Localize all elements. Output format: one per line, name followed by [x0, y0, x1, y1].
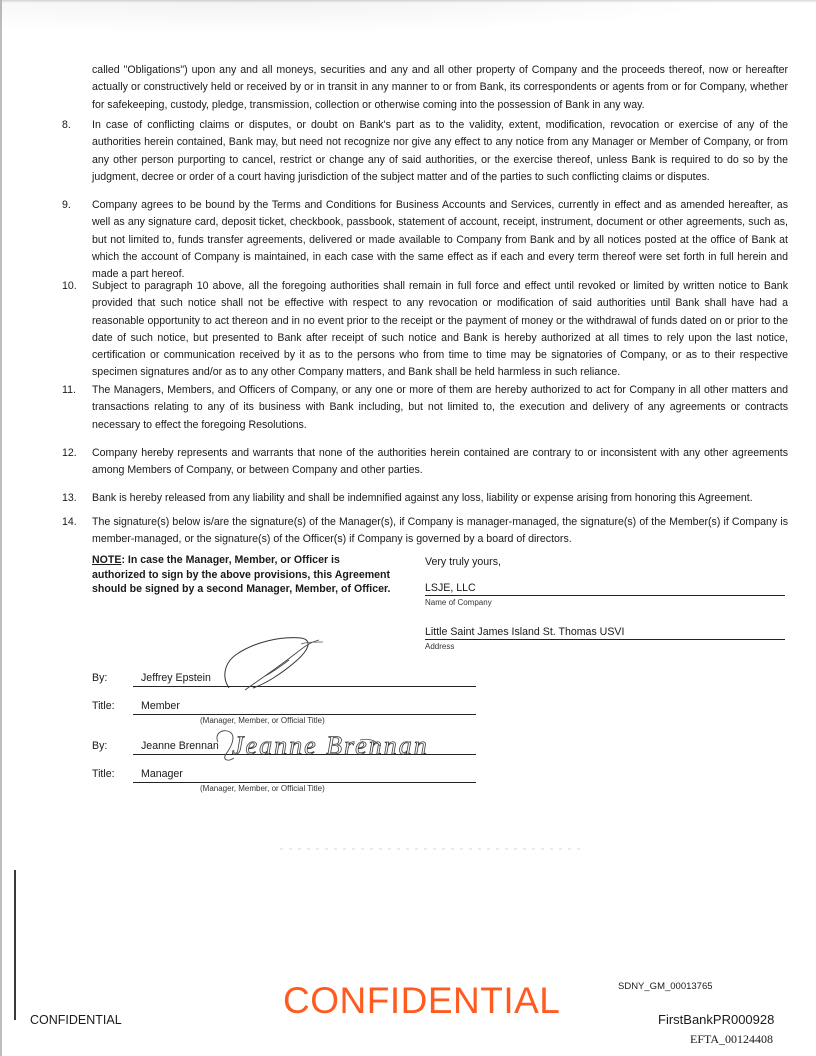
title-line: [133, 700, 476, 715]
clause-11: [62, 382, 788, 434]
clause-text: The Managers, Members, and Officers of Company, or any one or more of them are hereby authorized to act for Company in all other matters and transactions relating to any of its business with Bank including, but not limited to, the execution and delivery of any agreements or contracts necessary to effect the foregoing Resolutions.: [92, 384, 788, 431]
clause-number: 12.: [62, 447, 77, 459]
signer-name: Jeffrey Epstein: [141, 672, 211, 684]
closing-salutation: Very truly yours,: [425, 556, 501, 568]
clause-number: 13.: [62, 492, 77, 504]
clause-text: Company agrees to be bound by the Terms and Conditions for Business Accounts and Services, currently in effect and as amended hereafter, as well as any signature card, deposit ticket, checkbook, passbook, statement of account, receipt, instrument, document or other agreements, such as, but not limited to, funds transfer agreements, delivered or made available to Company from Bank and by all notices posted at the office of Bank at which the account of Company is maintained, in each case with the same effect as if each and every term thereof were set forth in full herein and made a part hereof.: [92, 199, 788, 281]
confidential-stamp: CONFIDENTIAL: [30, 1013, 122, 1027]
title-caption: (Manager, Member, or Official Title): [200, 716, 325, 725]
clause-text: Company hereby represents and warrants that none of the authorities herein contained are contrary to or inconsistent with any other agreements among Members of Company, or between Company and other parties.: [92, 447, 788, 477]
clause-text: Bank is hereby released from any liability and shall be indemnified against any loss, liability or expense arising from honoring this Agreement.: [92, 492, 753, 504]
signer-title: Manager: [141, 768, 183, 780]
confidential-watermark: CONFIDENTIAL: [283, 980, 561, 1021]
clause-number: 11.: [62, 384, 76, 396]
note-text: : In case the Manager, Member, or Officer is authorized to sign by the above provisions, this Agreement should be signed by a second Manager, Member, of Officer.: [92, 554, 391, 595]
scan-smudge: [0, 0, 816, 40]
clause-14: [62, 514, 788, 549]
clause-number: 9.: [62, 199, 71, 211]
company-name-field: LSJE, LLC: [425, 582, 785, 596]
by-label: By:: [92, 672, 108, 684]
clause-text: In case of conflicting claims or disputes, or doubt on Bank's part as to the validity, extent, modification, revocation or exercise of any of the authorities herein contained, Bank may, but need not recognize nor give any effect to any notice from any Manager or Member of Company, or from any other person purporting to cancel, restrict or change any of said authorities, or the exercise thereof, unless Bank is required to do so by the judgment, decree or order of a court having jurisdiction of the subject matter and of the parties to such conflicting claims or disputes.: [92, 119, 788, 183]
clause-number: 8.: [62, 119, 71, 131]
title-label: Title:: [92, 768, 115, 780]
scan-edge-mark: [14, 870, 16, 1020]
bates-number-sdny: SDNY_GM_00013765: [618, 981, 713, 992]
clause-number: 10.: [62, 280, 77, 292]
title-line: [133, 768, 476, 783]
address-field: Little Saint James Island St. Thomas USVI: [425, 626, 785, 640]
scan-artifact: [280, 848, 580, 850]
clause-text: Subject to paragraph 10 above, all the foregoing authorities shall remain in full force and effect until revoked or limited by written notice to Bank provided that such notice shall not be effective with respect to any revocation or modification of said authorities until Bank shall have had a reasonable opportunity to act thereon and in no event prior to the receipt or the payment of money or the withdrawal of funds dated on or prior to the date of such notice, but presented to Bank after receipt of such notice and Bank is hereby authorized at all times to rely upon the last notice, certification or communication received by it as to the persons who from time to time may be signatories of Company, or as to their respective specimen signatures and/or as to any other Company matters, and Bank shall be held harmless in such reliance.: [92, 280, 788, 379]
clause-13: [62, 490, 788, 507]
clause-12: [62, 445, 788, 480]
signature-2-script: [210, 724, 429, 774]
title-label: Title:: [92, 700, 115, 712]
clause-10: [62, 278, 788, 382]
signature-text: Jeanne Brennan: [232, 731, 429, 760]
title-caption: (Manager, Member, or Official Title): [200, 784, 325, 793]
continued-paragraph: called "Obligations") upon any and all moneys, securities and any and all other property of Company and the proceeds thereof, now or hereafter actually or constructively held or received by or in transit in any manner to or from Bank, its correspondents or agents from or for Company, whether for safekeeping, custody, pledge, transmission, collection or otherwise coming into the possession of Bank in any way.: [92, 64, 788, 111]
signer-title: Member: [141, 700, 180, 712]
clause-text: The signature(s) below is/are the signature(s) of the Manager(s), if Company is manager-managed, the signature(s) of the Member(s) if Company is member-managed, or the signature(s) of the Officer(s) if Company is governed by a board of directors.: [92, 516, 788, 546]
bates-number-bank: FirstBankPR000928: [658, 1012, 775, 1027]
bates-number-efta: EFTA_00124408: [690, 1032, 774, 1046]
clause-number: 14.: [62, 516, 77, 528]
note-label: NOTE: [92, 554, 122, 566]
company-name-caption: Name of Company: [425, 598, 492, 607]
by-label: By:: [92, 740, 108, 752]
address-caption: Address: [425, 642, 455, 651]
clause-9: [62, 197, 788, 283]
scan-edge-left: [0, 0, 2, 1056]
signer-name: Jeanne Brennan: [141, 740, 219, 752]
signature-1-scribble: [215, 632, 335, 694]
signing-note: [92, 553, 392, 597]
clause-8: [62, 117, 788, 186]
